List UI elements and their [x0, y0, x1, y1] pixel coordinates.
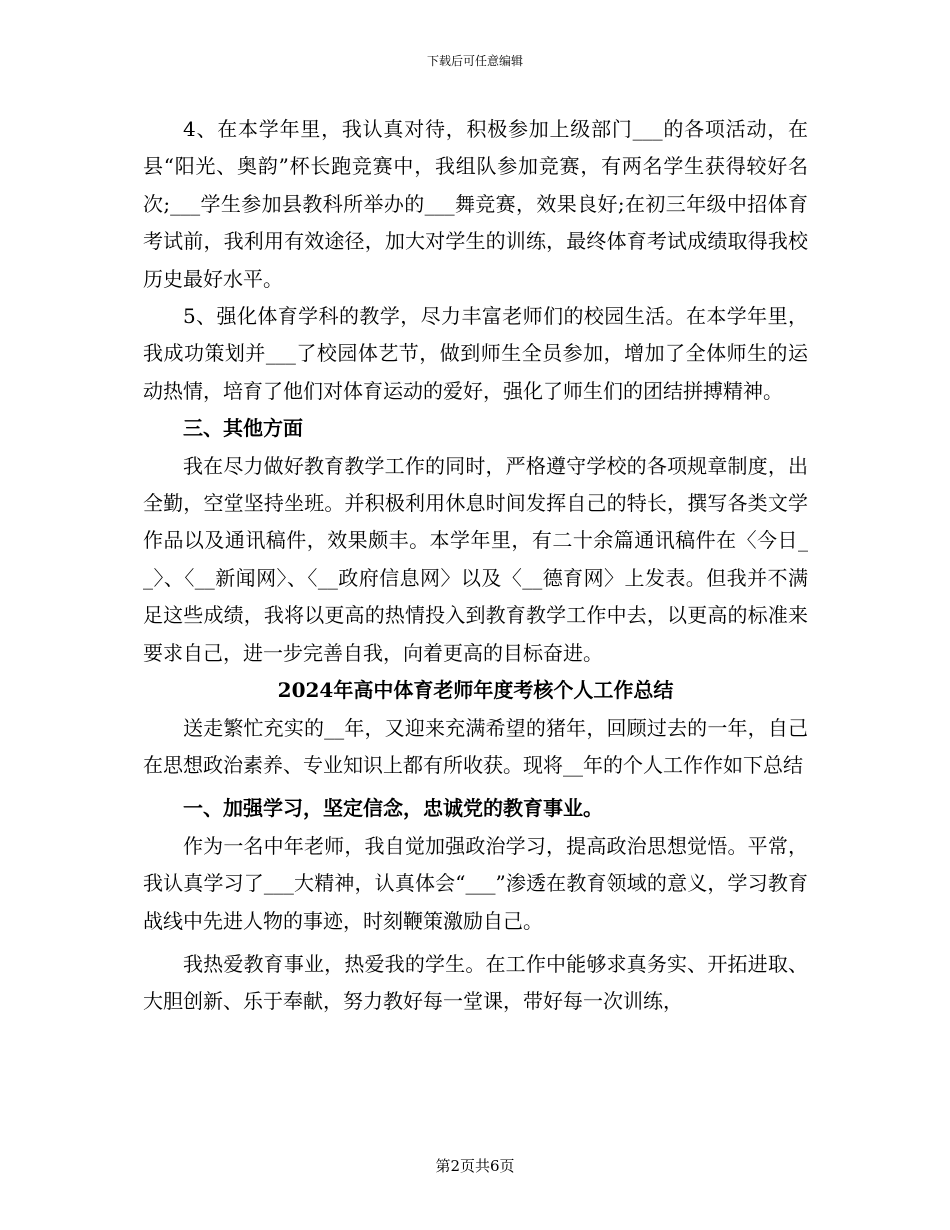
section-heading-study: 一、加强学习，坚定信念，忠诚党的教育事业。 [183, 796, 603, 821]
paragraph-item-4: 4、在本学年里，我认真对待，积极参加上级部门___的各项活动，在县“阳光、奥韵”杯长跑竞赛中，我组队参加竞赛，有两名学生获得较好名次;___学生参加县教科所举办的___舞竞赛，效果良好;在初三年级中招体育考试前，我利用有效途径，加大对学生的训练，最终体育考试成绩取得我校历史最好水平。 [143, 117, 808, 291]
paragraph-item-5: 5、强化体育学科的教学，尽力丰富老师们的校园生活。在本学年里，我成功策划并___了校园体艺节，做到师生全员参加，增加了全体师生的运动热情，培育了他们对体育运动的爱好，强化了师生们的团结拼搏精神。 [143, 304, 808, 403]
document-title: 2024年高中体育老师年度考核个人工作总结 [277, 678, 674, 703]
page-number: 第2页共6页 [435, 1157, 515, 1175]
paragraph-political-study: 作为一名中年老师，我自觉加强政治学习，提高政治思想觉悟。平常，我认真学习了___大精神，认真体会“___”渗透在教育领域的意义，学习教育战线中先进人物的事迹，时刻鞭策激励自己。 [143, 833, 808, 933]
section-heading-other: 三、其他方面 [183, 416, 303, 441]
paragraph-intro: 送走繁忙充实的__年，又迎来充满希望的猪年，回顾过去的一年，自己在思想政治素养、专业知识上都有所收获。现将__年的个人工作作如下总结 [143, 715, 808, 777]
document-body [143, 111, 808, 1021]
page-header-note: 下载后可任意编辑 [426, 54, 523, 68]
paragraph-other-aspects: 我在尽力做好教育教学工作的同时，严格遵守学校的各项规章制度，出全勤，空堂坚持坐班。并积极利用休息时间发挥自己的特长，撰写各类文学作品以及通讯稿件，效果颇丰。本学年里，有二十余篇通讯稿件在〈今日__〉、〈__新闻网〉、〈__政府信息网〉以及〈__德育网〉上发表。但我并不满足这些成绩，我将以更高的热情投入到教育教学工作中去，以更高的标准来要求自己，进一步完善自我，向着更高的目标奋进。 [143, 453, 808, 665]
paragraph-love-education: 我热爱教育事业，热爱我的学生。在工作中能够求真务实、开拓进取、大胆创新、乐于奉献，努力教好每一堂课，带好每一次训练， [143, 951, 808, 1014]
